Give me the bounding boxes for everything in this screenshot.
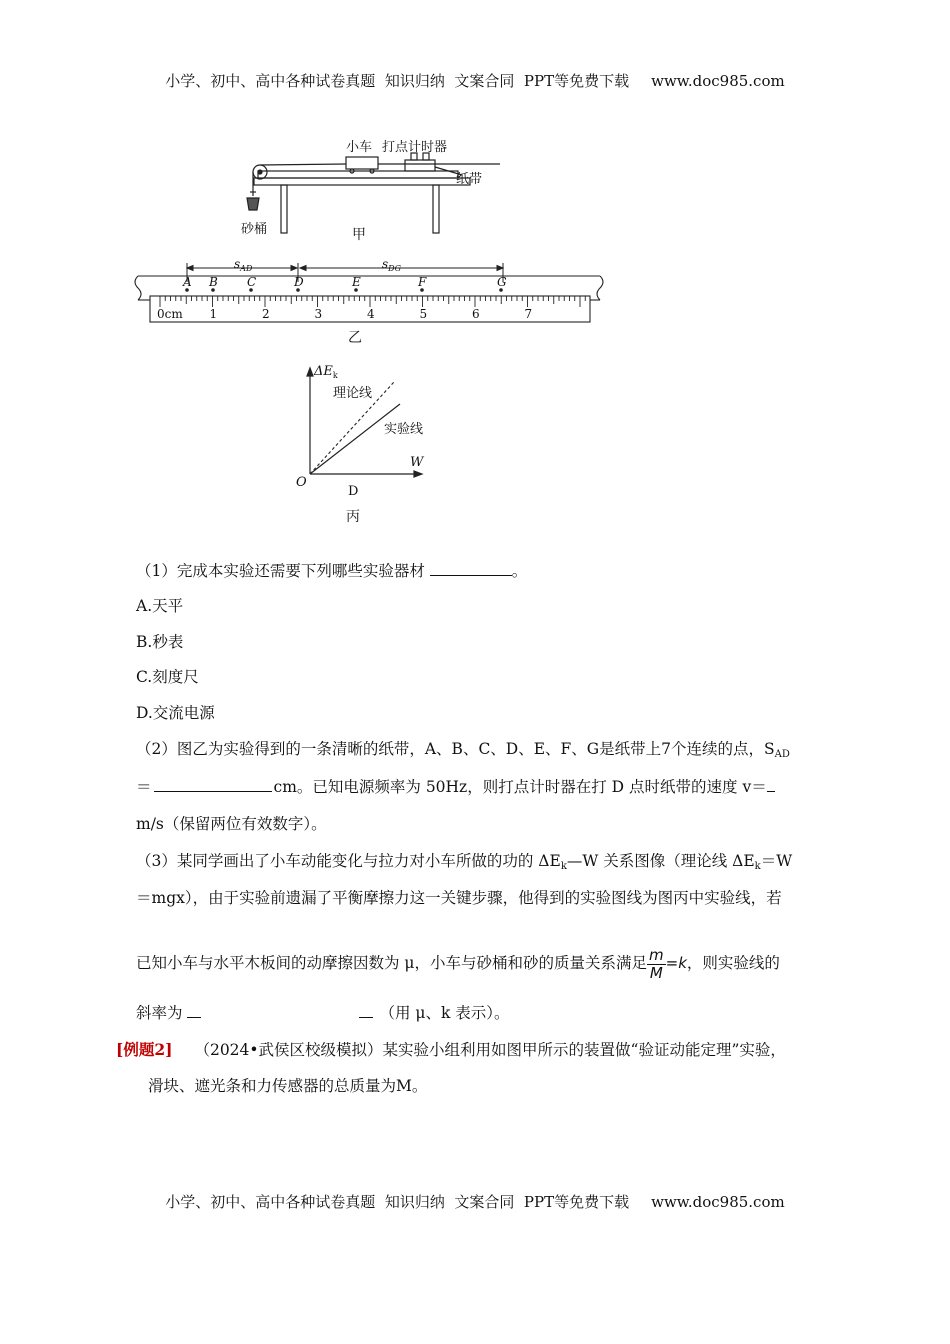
caption-bing: 丙 — [346, 509, 360, 525]
y-axis-label: $\Delta E_k$ — [314, 364, 338, 380]
ruler-number: 6 — [472, 307, 480, 321]
label-s-dg: $s_{DG}$ — [382, 257, 401, 273]
label-bucket: 砂桶 — [241, 222, 268, 237]
mass-ratio-fraction: $\frac{m}{M}$ — [649, 945, 664, 982]
label-tape: 纸带 — [456, 172, 483, 187]
example-2-line-1: [例题2] （2024•武侯区校级模拟）某实验小组利用如图甲所示的装置做“验证动能定理”实验， — [116, 1040, 786, 1059]
page-header — [0, 70, 950, 91]
page-footer — [0, 1191, 950, 1212]
ruler-number: 3 — [314, 307, 323, 321]
example-2-tag: [例题2] — [116, 1040, 173, 1059]
graph-below-label: D — [348, 484, 359, 499]
question-2-line-1: （2）图乙为实验得到的一条清晰的纸带，A、B、C、D、E、F、G是纸带上7个连续的点，$S_{AD}$ — [136, 740, 790, 760]
tape-point-label: F — [418, 275, 427, 289]
origin-label: O — [296, 475, 307, 490]
tape-points — [182, 275, 507, 292]
ruler-number: 1 — [209, 307, 218, 321]
figure-yi — [130, 256, 615, 348]
label-s-ad: $s_{AD}$ — [234, 257, 253, 273]
tape-point-label: C — [247, 275, 257, 289]
caption-yi: 乙 — [348, 330, 362, 346]
label-cart: 小车 — [346, 140, 373, 155]
figure-jia — [230, 134, 510, 246]
ruler-number: 5 — [419, 307, 428, 321]
answer-blank-velocity[interactable] — [767, 777, 775, 792]
theory-line-label: 理论线 — [333, 386, 373, 401]
option-a: A.天平 — [136, 597, 184, 615]
ruler-number: 0cm — [157, 307, 183, 321]
tape-point-label: B — [209, 275, 218, 289]
tape-point-label: G — [497, 275, 507, 289]
footer-text: 小学、初中、高中各种试卷真题 知识归纳 文案合同 PPT等免费下载 — [165, 1193, 630, 1211]
question-2-line-2: ＝ cm。已知电源频率为 50Hz，则打点计时器在打 D 点时纸带的速度 v＝ — [136, 776, 836, 798]
header-url[interactable]: www.doc985.com — [651, 72, 785, 90]
apparatus-drawing — [247, 153, 500, 233]
header-text: 小学、初中、高中各种试卷真题 知识归纳 文案合同 PPT等免费下载 — [165, 72, 630, 90]
option-b: B.秒表 — [136, 633, 184, 651]
footer-url[interactable]: www.doc985.com — [651, 1193, 785, 1211]
question-2-line-3: m/s（保留两位有效数字）。 — [136, 815, 327, 833]
ruler-number: 7 — [524, 307, 533, 321]
answer-blank-1[interactable] — [430, 561, 512, 576]
option-d: D.交流电源 — [136, 704, 215, 722]
question-3-line-1: （3）某同学画出了小车动能变化与拉力对小车所做的功的 $\Delta E_k—W$ 关系图像（理论线 $\Delta E_k=W$ — [136, 852, 793, 872]
experiment-line-label: 实验线 — [384, 422, 424, 437]
option-c: C.刻度尺 — [136, 668, 199, 686]
ruler-number: 2 — [262, 307, 270, 321]
answer-blank-sad[interactable] — [154, 777, 272, 792]
tape-point-label: A — [183, 275, 192, 289]
figure-bing — [290, 362, 440, 527]
answer-blank-slope[interactable] — [187, 1002, 379, 1016]
experiment-line — [310, 404, 400, 474]
question-3-line-4: 斜率为 （用 μ、k 表示）。 — [136, 1004, 510, 1022]
question-3-line-3: 已知小车与水平木板间的动摩擦因数为 μ，小车与砂桶和砂的质量关系满足 $\frac{m}{M}$ =k，则实验线的 — [136, 945, 780, 982]
caption-jia: 甲 — [352, 227, 366, 243]
question-1: （1）完成本实验还需要下列哪些实验器材 。 — [136, 562, 528, 580]
ruler-number: 4 — [367, 307, 375, 321]
example-2-line-2: 滑块、遮光条和力传感器的总质量为M。 — [148, 1077, 428, 1095]
tape-point-label: E — [352, 275, 361, 289]
tape-point-label: D — [294, 275, 304, 289]
label-timer: 打点计时器 — [382, 140, 448, 155]
question-3-line-2: ＝mgx），由于实验前遗漏了平衡摩擦力这一关键步骤，他得到的实验图线为图丙中实验线，若 — [136, 889, 782, 907]
x-axis-label: W — [410, 455, 424, 470]
